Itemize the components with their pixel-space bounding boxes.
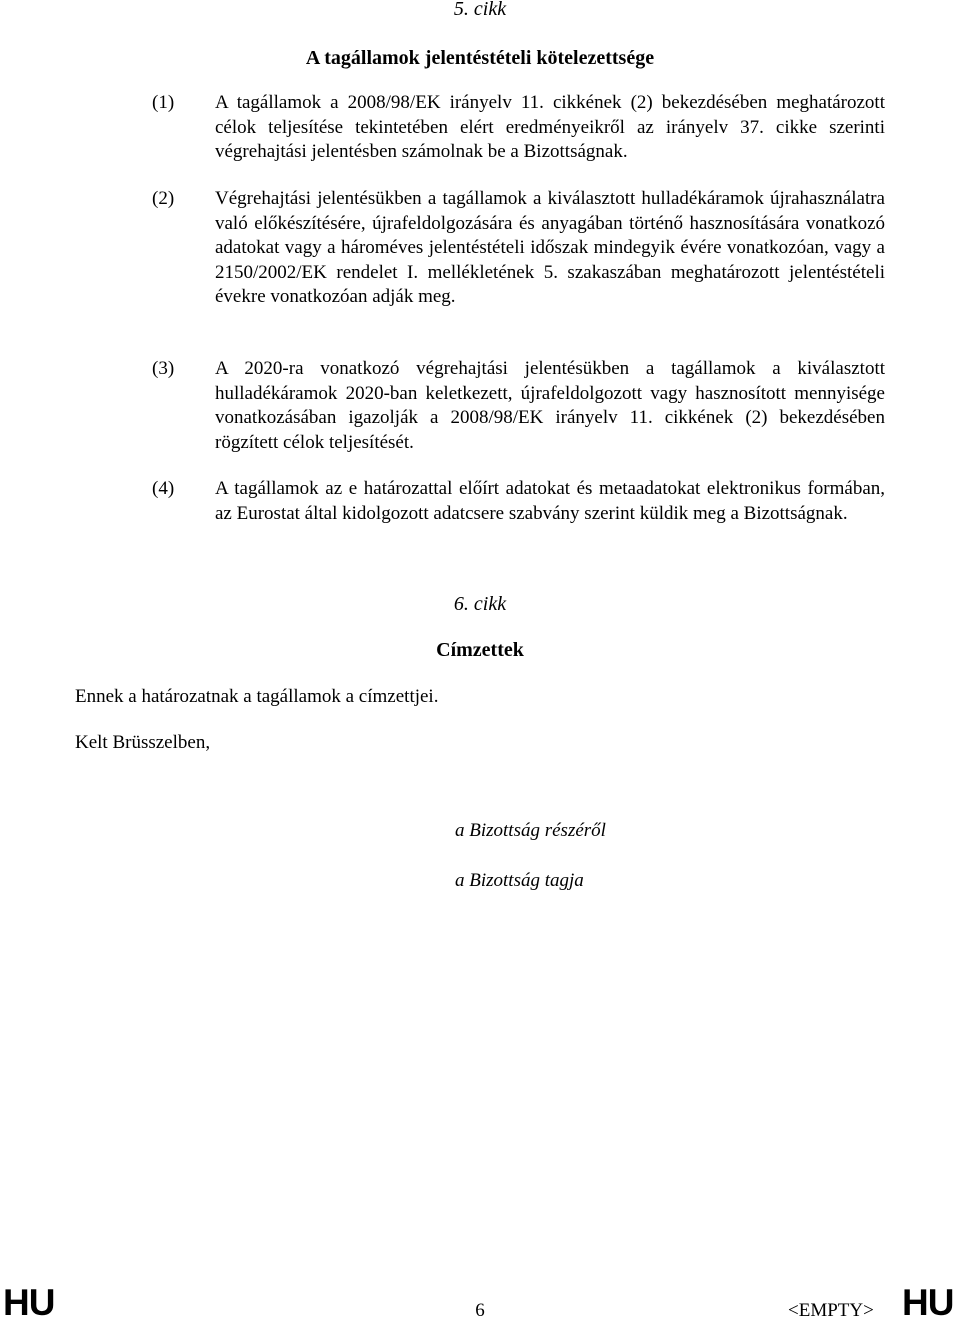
footer-language-left: HU [3, 1282, 55, 1323]
paragraph-3-number: (3) [152, 358, 175, 379]
paragraph-3-text: A 2020-ra vonatkozó végrehajtási jelentésükben a tagállamok a kiválasztott hulladékáramok 2020-ban keletkezett, újrafeldolgozott vagy hasznosított mennyisége vonatkozásában igazolják a 2008/98/EK irányelv 11. cikkének (2) bekezdésében rögzített célok teljesítését. [215, 358, 885, 453]
article-6-title: Címzettek [436, 639, 524, 661]
signature-on-behalf: a Bizottság részéről [455, 820, 606, 841]
article-5-title: A tagállamok jelentéstételi kötelezettsége [305, 47, 655, 69]
paragraph-2-text: Végrehajtási jelentésükben a tagállamok a kiválasztott hulladékáramok újrahasználatra való előkészítésére, újrafeldolgozására és anyagában történő hasznosítására vonatkozó adatokat vagy a hároméves jelentéstételi időszak mindegyik évére vonatkozóan, vagy a 2150/2002/EK rendelet I. mellékletének 5. szakaszában meghatározott jelentéstételi évekre vonatkozóan adják meg. [215, 188, 885, 308]
article-6-number: 6. cikk [453, 593, 507, 615]
article-5-number: 5. cikk [453, 0, 507, 20]
paragraph-4-number: (4) [152, 478, 175, 499]
done-at-text: Kelt Brüsszelben, [75, 732, 211, 753]
addressees-text: Ennek a határozatnak a tagállamok a címzettjei. [75, 686, 439, 707]
footer-page-number: 6 [475, 1300, 485, 1321]
signature-member: a Bizottság tagja [455, 870, 584, 891]
paragraph-1-number: (1) [152, 92, 175, 113]
footer-placeholder: <EMPTY> [788, 1300, 874, 1321]
paragraph-1-text: A tagállamok a 2008/98/EK irányelv 11. cikkének (2) bekezdésében meghatározott célok teljesítése tekintetében elért eredményeikről az irányelv 37. cikke szerinti végrehajtási jelentésben számolnak be a Bizottságnak. [215, 92, 885, 163]
footer-language-right: HU [902, 1282, 954, 1323]
paragraph-2-number: (2) [152, 188, 175, 209]
paragraph-4-text: A tagállamok az e határozattal előírt adatokat és metaadatokat elektronikus formában, az Eurostat által kidolgozott adatcsere szabvány szerint küldik meg a Bizottságnak. [215, 478, 885, 524]
